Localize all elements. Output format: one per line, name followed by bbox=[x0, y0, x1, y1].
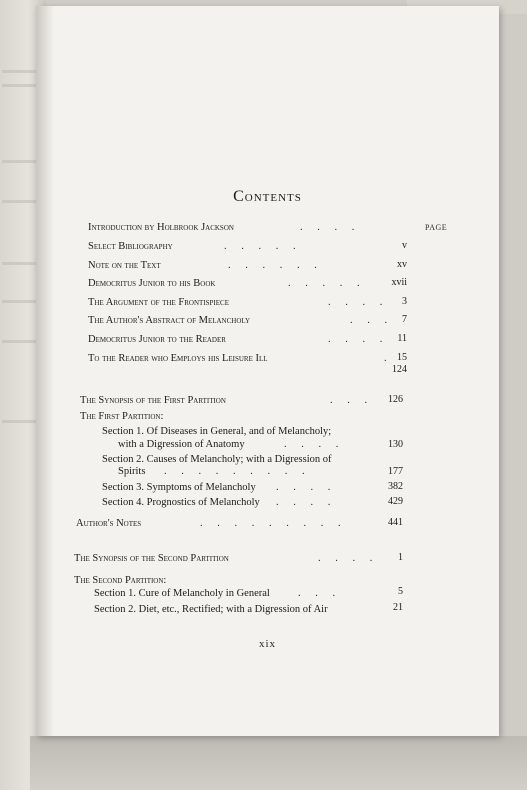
section-line: Section 2. Diet, etc., Rectified; with a Digression of Air bbox=[94, 604, 328, 615]
leader-dots: . . . . bbox=[276, 482, 337, 493]
toc-entry-notes: Author's Notes . . . . . . . . . bbox=[76, 518, 347, 529]
toc-page-number: 441 bbox=[388, 517, 403, 528]
table-surface bbox=[30, 736, 527, 790]
section-line: with a Digression of Anatomy bbox=[118, 439, 245, 450]
leader-dots: . . . . . . . . . bbox=[164, 466, 311, 477]
toc-entry: Democritus Junior to the Reader . . . . bbox=[88, 334, 389, 345]
toc-page-number: 21 bbox=[393, 602, 403, 613]
section-line: Section 3. Symptoms of Melancholy bbox=[102, 482, 256, 493]
contents-page bbox=[36, 6, 499, 736]
toc-page-number: 15 bbox=[397, 352, 407, 363]
toc-page-number: 126 bbox=[388, 394, 403, 405]
toc-page-number: 1 bbox=[398, 552, 403, 563]
toc-entry: Democritus Junior to his Book . . . . . bbox=[88, 278, 366, 289]
toc-page-number: 130 bbox=[388, 439, 403, 450]
toc-page-number: 124 bbox=[392, 364, 407, 375]
toc-entry: The Argument of the Frontispiece . . . . bbox=[88, 297, 389, 308]
toc-page-number: 382 bbox=[388, 481, 403, 492]
toc-page-number: 429 bbox=[388, 496, 403, 507]
toc-page-number: v bbox=[402, 240, 407, 251]
table-of-contents bbox=[36, 6, 499, 736]
toc-page-number: 7 bbox=[402, 314, 407, 325]
toc-page-number: 5 bbox=[398, 586, 403, 597]
leader-dots: . . . . bbox=[284, 439, 345, 450]
toc-page-number: xvii bbox=[391, 277, 407, 288]
partition-heading: The Second Partition: bbox=[74, 575, 167, 586]
toc-entry: The Author's Abstract of Melancholy . . . bbox=[88, 315, 394, 326]
section-line: Section 2. Causes of Melancholy; with a Digression of bbox=[102, 454, 332, 465]
section-line: Spirits bbox=[118, 466, 146, 477]
section-line: Section 1. Of Diseases in General, and of Melancholy; bbox=[102, 426, 332, 437]
toc-entry: To the Reader who Employs his Leisure Ill . bbox=[88, 353, 393, 364]
toc-entry: Introduction by Holbrook Jackson . . . . bbox=[88, 222, 361, 233]
section-line: Section 4. Prognostics of Melancholy bbox=[102, 497, 260, 508]
toc-page-number: 3 bbox=[402, 296, 407, 307]
leader-dots: . . . bbox=[298, 588, 342, 599]
leader-dots: . . . . bbox=[276, 497, 337, 508]
toc-page-number: 11 bbox=[397, 333, 407, 344]
toc-page-number: 177 bbox=[388, 466, 403, 477]
partition-heading: The First Partition: bbox=[80, 411, 164, 422]
toc-entry: Select Bibliography . . . . . bbox=[88, 241, 302, 252]
page-title: Contents bbox=[233, 188, 302, 205]
toc-entry: Note on the Text . . . . . . bbox=[88, 260, 323, 271]
page-folio: xix bbox=[258, 638, 277, 650]
toc-entry-synopsis: The Synopsis of the Second Partition . . . . bbox=[74, 553, 379, 564]
page-column-label: PAGE bbox=[425, 223, 448, 232]
toc-page-number: xv bbox=[397, 259, 407, 270]
toc-entry-synopsis: The Synopsis of the First Partition . . . bbox=[80, 395, 374, 406]
section-line: Section 1. Cure of Melancholy in General bbox=[94, 588, 270, 599]
